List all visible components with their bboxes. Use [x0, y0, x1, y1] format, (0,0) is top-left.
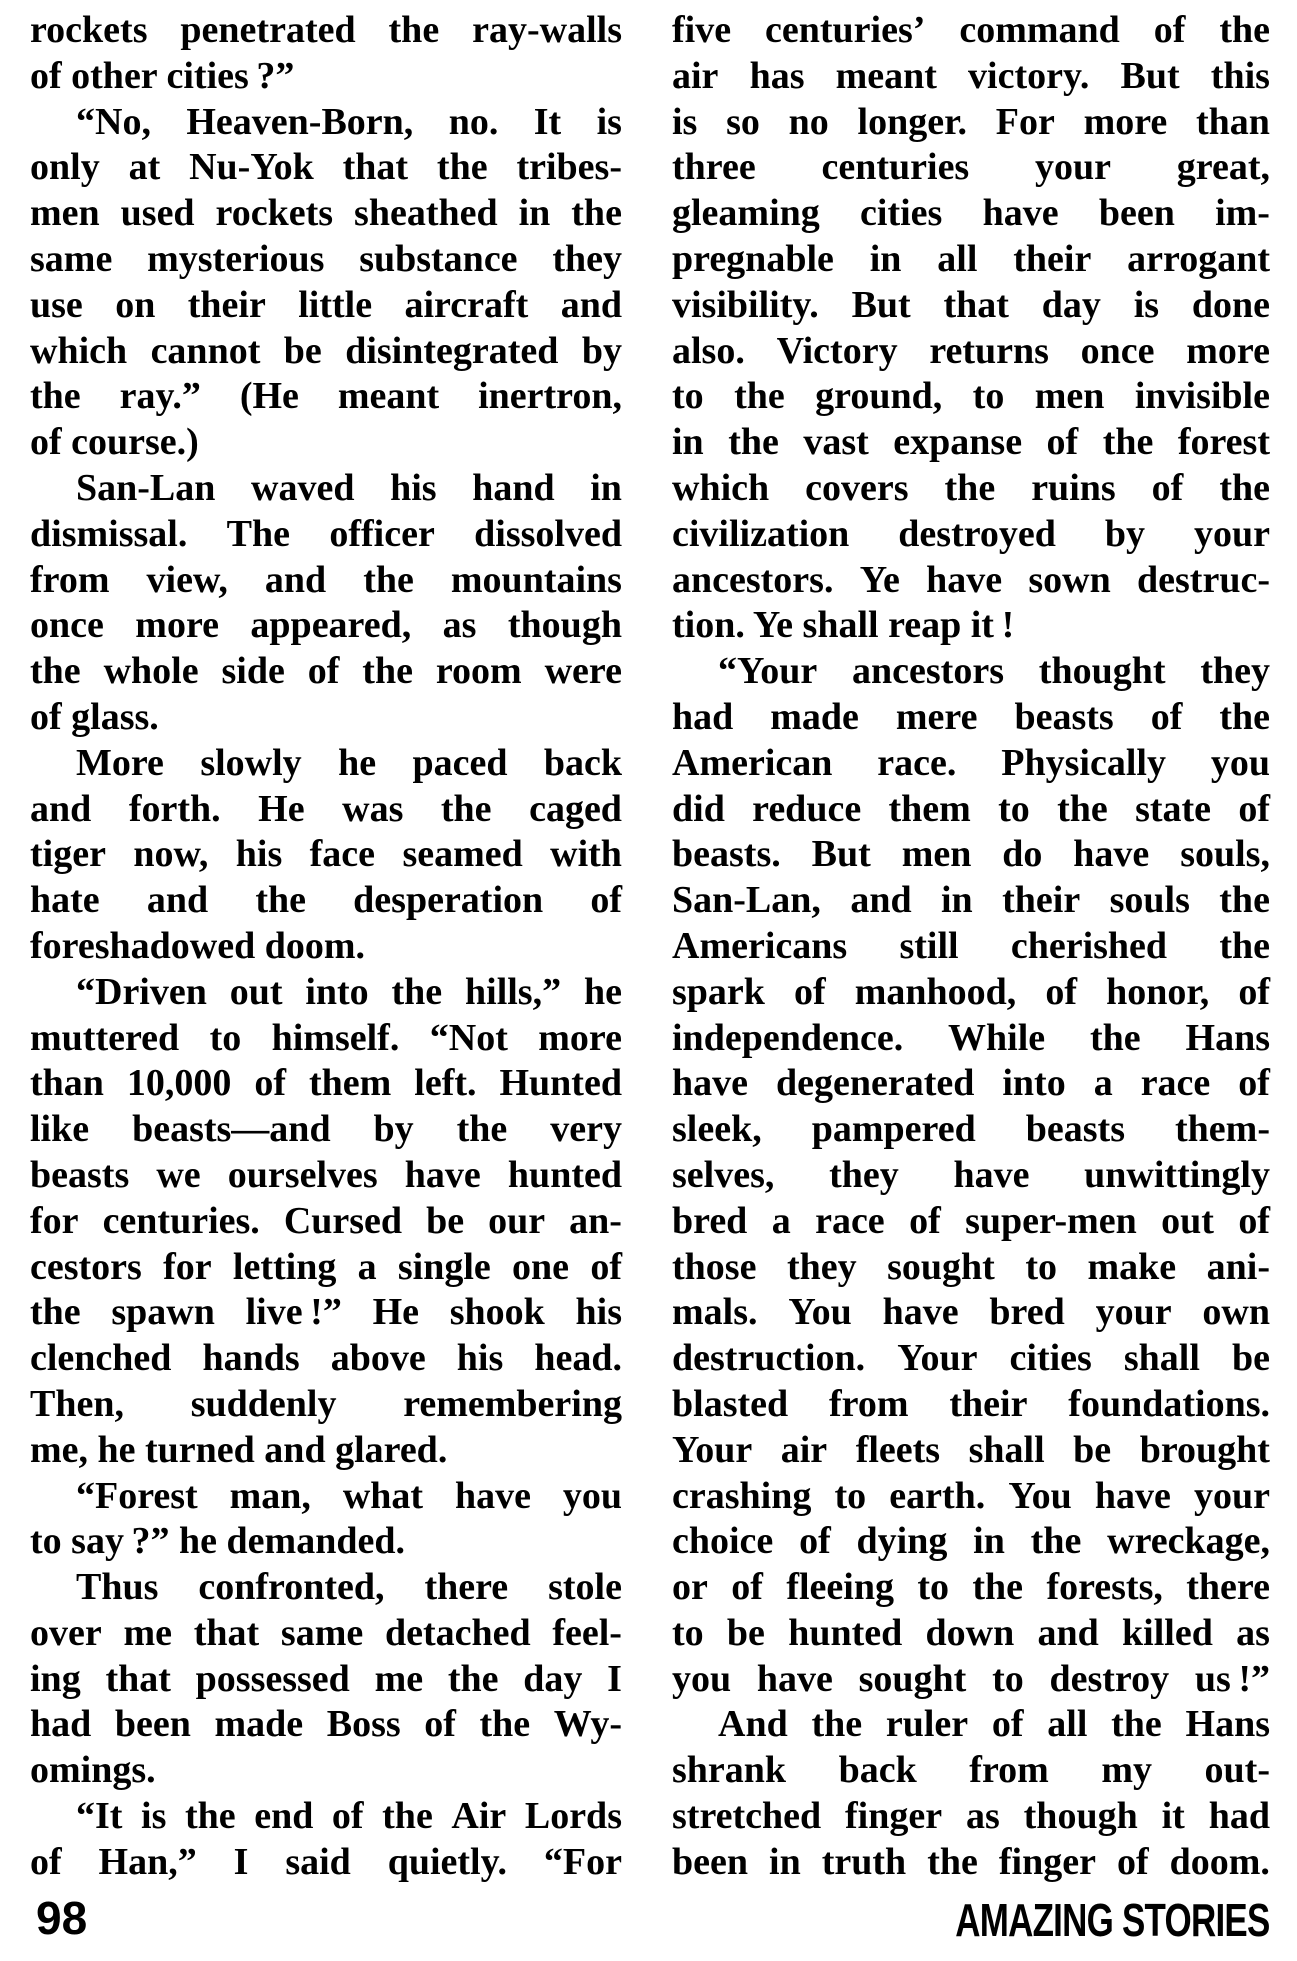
text-line: to be hunted down and killed as [672, 1611, 1270, 1654]
text-line: five centuries’ command of the [672, 9, 1270, 51]
text-line: bred a race of super-men out of [672, 1199, 1270, 1242]
page-number: 98 [36, 1892, 88, 1944]
text-line: destruction. Your cities shall be [672, 1337, 1270, 1380]
text-line: hate and the desperation of [30, 879, 622, 922]
text-line: “No, Heaven-Born, no. It is [76, 100, 622, 143]
text-line: to say ?” he demanded. [30, 1520, 405, 1563]
text-line: air has meant victory. But this [672, 54, 1270, 97]
text-line: And the ruler of all the Hans [718, 1703, 1270, 1746]
page-columns [30, 8, 1270, 1886]
text-line: “Driven out into the hills,” he [76, 970, 622, 1013]
text-line: Then, suddenly remembering [30, 1382, 622, 1425]
text-line: “Your ancestors thought they [718, 650, 1270, 693]
text-line: San-Lan, and in their souls the [672, 879, 1270, 922]
text-line: had made mere beasts of the [672, 695, 1270, 738]
text-line: the spawn live !” He shook his [30, 1291, 622, 1334]
text-line: visibility. But that day is done [672, 283, 1270, 326]
text-line: ancestors. Ye have sown destruc- [672, 558, 1270, 601]
text-line: tion. Ye shall reap it ! [672, 604, 1015, 647]
text-line: of course.) [30, 421, 199, 464]
text-line: once more appeared, as though [30, 604, 622, 647]
text-line: civilization destroyed by your [672, 512, 1270, 555]
text-line: the whole side of the room were [30, 650, 622, 693]
text-line: which covers the ruins of the [672, 466, 1270, 509]
text-line: or of fleeing to the forests, there [672, 1566, 1270, 1609]
text-line: spark of manhood, of honor, of [672, 970, 1270, 1013]
text-line: American race. Physically you [672, 741, 1270, 784]
text-line: and forth. He was the caged [30, 787, 622, 830]
text-line: muttered to himself. “Not more [30, 1016, 622, 1059]
text-line: of Han,” I said quietly. “For [30, 1840, 622, 1883]
text-line: stretched finger as though it had [672, 1795, 1270, 1838]
text-line: over me that same detached feel- [30, 1611, 622, 1654]
text-line: me, he turned and glared. [30, 1428, 448, 1471]
text-line: you have sought to destroy us !” [672, 1657, 1270, 1700]
text-line: same mysterious substance they [30, 237, 622, 280]
text-line: independence. While the Hans [672, 1016, 1270, 1059]
text-line: selves, they have unwittingly [672, 1153, 1270, 1196]
text-line: pregnable in all their arrogant [672, 237, 1270, 280]
text-line: dismissal. The officer dissolved [30, 512, 622, 555]
text-line: had been made Boss of the Wy- [30, 1703, 622, 1746]
text-line: to the ground, to men invisible [672, 375, 1270, 418]
text-line: mals. You have bred your own [672, 1291, 1270, 1334]
text-line: the ray.” (He meant inertron, [30, 375, 622, 418]
text-line: crashing to earth. You have your [672, 1474, 1270, 1517]
text-line: tiger now, his face seamed with [30, 833, 622, 876]
text-line: only at Nu-Yok that the tribes- [30, 146, 622, 189]
text-line: did reduce them to the state of [672, 787, 1270, 830]
text-line: “Forest man, what have you [76, 1474, 622, 1517]
text-line: like beasts—and by the very [30, 1108, 622, 1151]
text-line: clenched hands above his head. [30, 1337, 622, 1380]
text-line: foreshadowed doom. [30, 924, 365, 967]
text-line: shrank back from my out- [672, 1749, 1270, 1792]
page-footer [0, 1893, 1297, 1948]
text-line: those they sought to make ani- [672, 1245, 1270, 1288]
text-line: blasted from their foundations. [672, 1382, 1270, 1425]
text-line: than 10,000 of them left. Hunted [30, 1062, 622, 1105]
text-line: beasts. But men do have souls, [672, 833, 1270, 876]
magazine-title: AMAZING STORIES [955, 1894, 1270, 1946]
text-line: rockets penetrated the ray-walls [30, 9, 622, 51]
text-line: San-Lan waved his hand in [76, 466, 622, 509]
text-line: also. Victory returns once more [672, 329, 1270, 372]
text-line: “It is the end of the Air Lords [76, 1795, 622, 1838]
text-line: gleaming cities have been im- [672, 192, 1270, 235]
text-line: ing that possessed me the day I [30, 1657, 622, 1700]
text-line: cestors for letting a single one of [30, 1245, 622, 1288]
text-line: which cannot be disintegrated by [30, 329, 622, 372]
text-column-right [672, 8, 1270, 1886]
text-line: men used rockets sheathed in the [30, 192, 622, 235]
text-line: of other cities ?” [30, 54, 295, 97]
text-line: More slowly he paced back [76, 741, 622, 784]
text-line: have degenerated into a race of [672, 1062, 1270, 1105]
text-line: been in truth the finger of doom. [672, 1840, 1270, 1883]
text-line: is so no longer. For more than [672, 100, 1270, 143]
text-line: three centuries your great, [672, 146, 1270, 189]
text-line: choice of dying in the wreckage, [672, 1520, 1270, 1563]
text-line: in the vast expanse of the forest [672, 421, 1270, 464]
text-line: Your air fleets shall be brought [672, 1428, 1270, 1471]
text-line: of glass. [30, 695, 159, 738]
text-line: beasts we ourselves have hunted [30, 1153, 622, 1196]
text-line: omings. [30, 1749, 156, 1792]
text-column-left [30, 8, 622, 1886]
text-line: use on their little aircraft and [30, 283, 622, 326]
text-line: Thus confronted, there stole [76, 1566, 622, 1609]
text-line: for centuries. Cursed be our an- [30, 1199, 622, 1242]
text-line: from view, and the mountains [30, 558, 622, 601]
text-line: Americans still cherished the [672, 924, 1270, 967]
text-line: sleek, pampered beasts them- [672, 1108, 1270, 1151]
